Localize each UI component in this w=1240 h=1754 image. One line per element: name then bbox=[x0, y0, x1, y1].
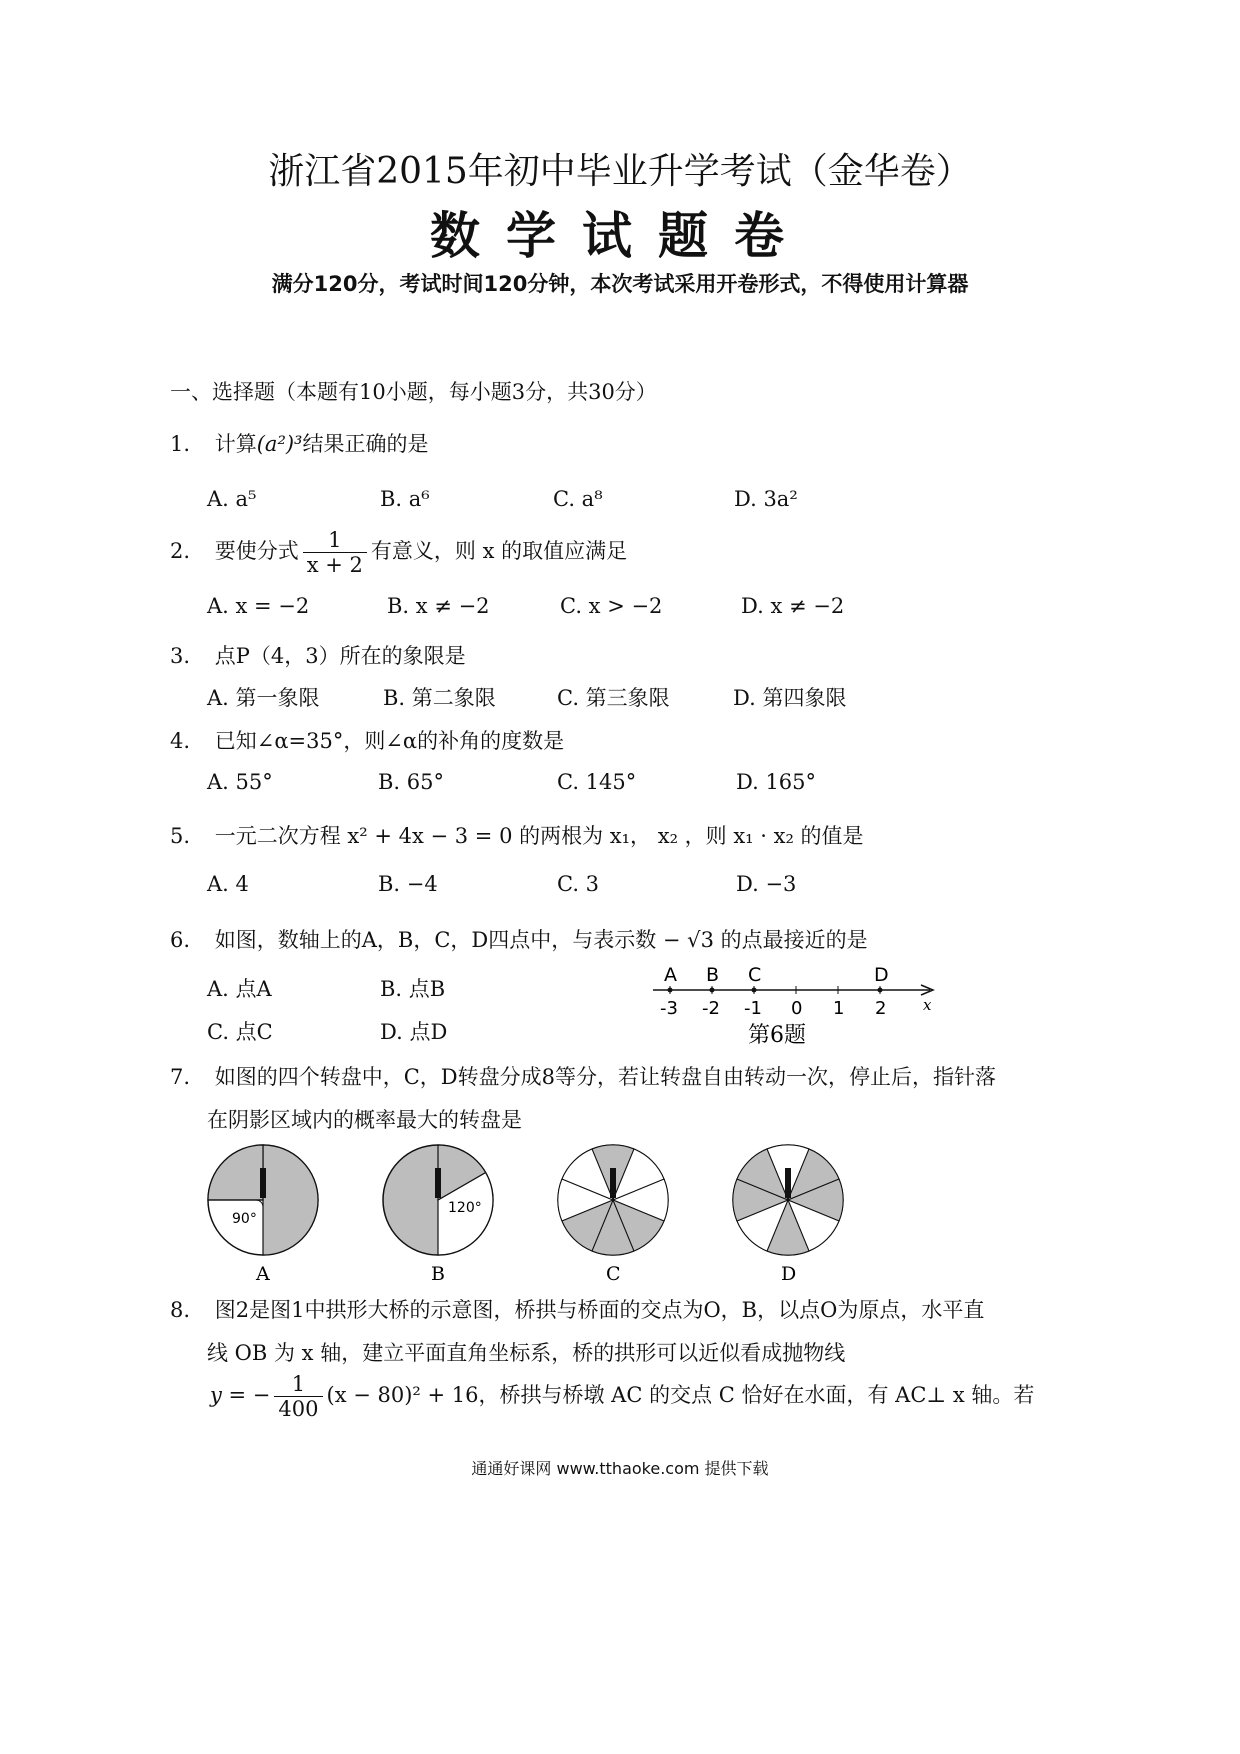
fraction-denominator: x + 2 bbox=[306, 553, 363, 577]
angle-label: 90° bbox=[232, 1211, 257, 1227]
page-footer: 通通好课网 www.tthaoke.com 提供下载 bbox=[471, 1459, 769, 1478]
question-number: 3. bbox=[170, 644, 191, 668]
option-c: C. 点C bbox=[207, 1020, 273, 1044]
spinner-d bbox=[733, 1145, 843, 1255]
question-text: 有意义，则 x 的取值应满足 bbox=[370, 539, 628, 563]
option-c: C. a⁸ bbox=[553, 487, 603, 511]
question-text: 图2是图1中拱形大桥的示意图，桥拱与桥面的交点为O，B，以点O为原点，水平直 bbox=[214, 1298, 985, 1322]
equation-left: y = − bbox=[210, 1383, 271, 1407]
tick-label: 1 bbox=[833, 998, 845, 1019]
spinner-label: B bbox=[431, 1263, 445, 1285]
option-b: B. 第二象限 bbox=[383, 686, 496, 710]
spinner-pointer-icon bbox=[785, 1168, 791, 1198]
tick-label: 2 bbox=[875, 998, 887, 1019]
option-d: D. 第四象限 bbox=[733, 686, 847, 710]
question-text: 结果正确的是 bbox=[302, 432, 429, 456]
option-a: A. 55° bbox=[207, 770, 273, 794]
option-c: C. x > −2 bbox=[560, 594, 663, 618]
question-text-line2: 在阴影区域内的概率最大的转盘是 bbox=[207, 1108, 522, 1132]
angle-label: 120° bbox=[448, 1200, 482, 1216]
question-number: 7. bbox=[170, 1065, 191, 1089]
question-text: 计算 bbox=[214, 432, 257, 456]
question-number: 8. bbox=[170, 1298, 191, 1322]
spinner-pointer-icon bbox=[260, 1168, 266, 1198]
section-heading: 一、选择题（本题有10小题，每小题3分，共30分） bbox=[170, 380, 657, 404]
fraction-numerator: 1 bbox=[274, 1372, 322, 1397]
tick-label: 0 bbox=[791, 998, 803, 1019]
question-equation-line bbox=[210, 1372, 1034, 1421]
question-number: 6. bbox=[170, 928, 191, 952]
spinner-b bbox=[383, 1145, 493, 1255]
question-text: 点P（4，3）所在的象限是 bbox=[214, 644, 466, 668]
option-a: A. 第一象限 bbox=[207, 686, 320, 710]
option-d: D. 点D bbox=[380, 1020, 448, 1044]
question-4 bbox=[170, 725, 564, 755]
page-title: 数学试题卷 bbox=[430, 206, 810, 265]
point-label-d: D bbox=[874, 964, 889, 986]
question-text: 一元二次方程 x² + 4x − 3 = 0 的两根为 x₁， x₂ ，则 x₁ · x₂ 的值是 bbox=[214, 824, 864, 848]
option-c: C. 第三象限 bbox=[557, 686, 670, 710]
question-8 bbox=[170, 1294, 984, 1324]
math-expression: (a²)³ bbox=[256, 432, 303, 456]
number-line-figure bbox=[645, 960, 945, 1050]
option-c: C. 3 bbox=[557, 872, 600, 896]
tick-label: -3 bbox=[660, 998, 678, 1019]
fraction bbox=[303, 528, 367, 577]
option-d: D. −3 bbox=[736, 872, 797, 896]
question-5 bbox=[170, 820, 864, 850]
axis-label: x bbox=[923, 996, 932, 1014]
spinner-label: A bbox=[256, 1263, 270, 1285]
option-d: D. 3a² bbox=[734, 487, 798, 511]
option-a: A. a⁵ bbox=[207, 487, 257, 511]
exam-instructions: 满分120分，考试时间120分钟，本次考试采用开卷形式，不得使用计算器 bbox=[271, 272, 969, 296]
question-text: 如图，数轴上的A，B，C，D四点中，与表示数 − √3 的点最接近的是 bbox=[214, 928, 868, 952]
option-a: A. 4 bbox=[207, 872, 249, 896]
option-c: C. 145° bbox=[557, 770, 637, 794]
option-b: B. 65° bbox=[378, 770, 445, 794]
option-b: B. a⁶ bbox=[380, 487, 430, 511]
question-text: 已知∠α=35°，则∠α的补角的度数是 bbox=[214, 729, 565, 753]
figure-caption: 第6题 bbox=[748, 1023, 806, 1048]
option-b: B. x ≠ −2 bbox=[387, 594, 490, 618]
question-text: 如图的四个转盘中，C，D转盘分成8等分，若让转盘自由转动一次，停止后，指针落 bbox=[214, 1065, 996, 1089]
fraction-denominator: 400 bbox=[278, 1397, 319, 1421]
option-d: D. 165° bbox=[736, 770, 817, 794]
option-b: B. 点B bbox=[380, 977, 446, 1001]
question-3 bbox=[170, 640, 466, 670]
option-d: D. x ≠ −2 bbox=[741, 594, 845, 618]
spinner-pointer-icon bbox=[435, 1168, 441, 1198]
equation-right: (x − 80)² + 16，桥拱与桥墩 AC 的交点 C 恰好在水面，有 AC⊥ x 轴。若 bbox=[326, 1383, 1035, 1407]
question-number: 2. bbox=[170, 539, 191, 563]
question-number: 4. bbox=[170, 729, 191, 753]
tick-label: -1 bbox=[744, 998, 762, 1019]
point-label-a: A bbox=[664, 964, 677, 986]
question-number: 1. bbox=[170, 432, 191, 456]
spinner-label: C bbox=[606, 1263, 621, 1285]
question-number: 5. bbox=[170, 824, 191, 848]
question-text: 要使分式 bbox=[214, 539, 299, 563]
point-label-b: B bbox=[706, 964, 720, 986]
question-7 bbox=[170, 1061, 996, 1091]
question-text-line2: 线 OB 为 x 轴，建立平面直角坐标系，桥的拱形可以近似看成抛物线 bbox=[207, 1341, 846, 1365]
spinners-figure bbox=[200, 1140, 960, 1290]
fraction bbox=[274, 1372, 322, 1421]
tick-label: -2 bbox=[702, 998, 720, 1019]
spinner-c bbox=[558, 1145, 668, 1255]
spinner-pointer-icon bbox=[610, 1168, 616, 1198]
point-label-c: C bbox=[748, 964, 762, 986]
spinner-a bbox=[208, 1145, 318, 1255]
question-6 bbox=[170, 924, 868, 954]
option-b: B. −4 bbox=[378, 872, 438, 896]
fraction-numerator: 1 bbox=[303, 528, 367, 553]
option-a: A. x = −2 bbox=[207, 594, 310, 618]
option-a: A. 点A bbox=[207, 977, 272, 1001]
question-1 bbox=[170, 428, 428, 458]
spinner-label: D bbox=[781, 1263, 797, 1285]
question-2 bbox=[170, 528, 627, 577]
exam-header: 浙江省2015年初中毕业升学考试（金华卷） bbox=[268, 151, 972, 192]
